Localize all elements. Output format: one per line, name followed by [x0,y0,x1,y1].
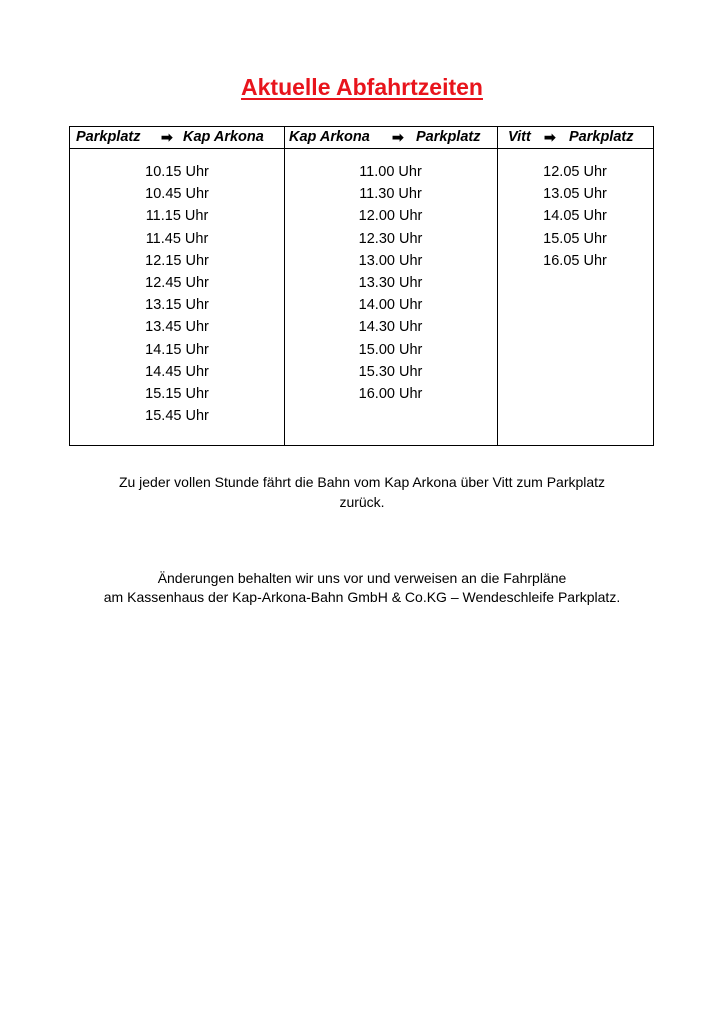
column-parkplatz-kap-arkona [70,127,285,445]
return-note-line2: zurück. [339,494,385,510]
changes-note-line2: am Kassenhaus der Kap-Arkona-Bahn GmbH & Co.KG – Wendeschleife Parkplatz. [103,589,621,605]
departure-time: 12.30 Uhr [358,230,423,247]
departure-time: 13.30 Uhr [358,274,423,291]
arrow-right-icon: ➡ [544,129,556,145]
departure-time: 14.00 Uhr [358,297,423,314]
times-list [497,161,653,272]
departure-time: 13.45 Uhr [145,319,209,336]
departure-time: 14.15 Uhr [145,341,209,358]
times-list [284,161,497,405]
column-vitt-parkplatz [497,127,653,445]
times-list [70,161,284,427]
column-to: Parkplatz [416,129,481,145]
timetable [69,126,654,446]
departure-time: 12.00 Uhr [358,208,423,225]
return-note-line1: Zu jeder vollen Stunde fährt die Bahn vom Kap Arkona über Vitt zum Parkplatz [118,474,606,490]
changes-note-line1: Änderungen behalten wir uns vor und verweisen an die Fahrpläne [157,570,567,586]
departure-time: 15.30 Uhr [358,363,423,380]
column-header [497,127,653,149]
departure-time: 14.05 Uhr [543,208,607,225]
departure-time: 12.15 Uhr [145,252,209,269]
column-to: Kap Arkona [183,129,264,145]
column-from: Kap Arkona [289,129,370,145]
departure-time: 12.05 Uhr [543,164,607,180]
changes-note [0,569,724,607]
departure-time: 11.00 Uhr [359,164,422,180]
departure-time: 11.30 Uhr [359,186,422,203]
column-from: Vitt [508,129,531,145]
column-header [284,127,497,149]
arrow-right-icon: ➡ [392,129,404,145]
departure-time: 11.15 Uhr [145,208,209,225]
column-kap-arkona-parkplatz [284,127,498,445]
column-from: Parkplatz [76,129,141,145]
departure-time: 13.00 Uhr [358,252,423,269]
departure-time: 16.05 Uhr [543,252,607,269]
arrow-right-icon: ➡ [161,129,173,145]
departure-time: 15.05 Uhr [543,230,607,247]
departure-time: 13.15 Uhr [145,297,209,314]
departure-time: 15.15 Uhr [145,385,209,402]
departure-time: 14.30 Uhr [358,319,423,336]
departure-time: 11.45 Uhr [145,230,209,247]
departure-time: 14.45 Uhr [145,363,209,380]
departure-time: 15.45 Uhr [145,408,209,425]
departure-time: 16.00 Uhr [358,385,423,402]
departure-time: 13.05 Uhr [543,186,607,203]
departure-time: 12.45 Uhr [145,274,209,291]
column-to: Parkplatz [569,129,634,145]
return-note [0,472,724,512]
departure-time: 10.45 Uhr [145,186,209,203]
page-title: Aktuelle Abfahrtzeiten [241,74,483,100]
column-header [70,127,284,149]
departure-time: 15.00 Uhr [358,341,423,358]
departure-time: 10.15 Uhr [145,164,209,180]
